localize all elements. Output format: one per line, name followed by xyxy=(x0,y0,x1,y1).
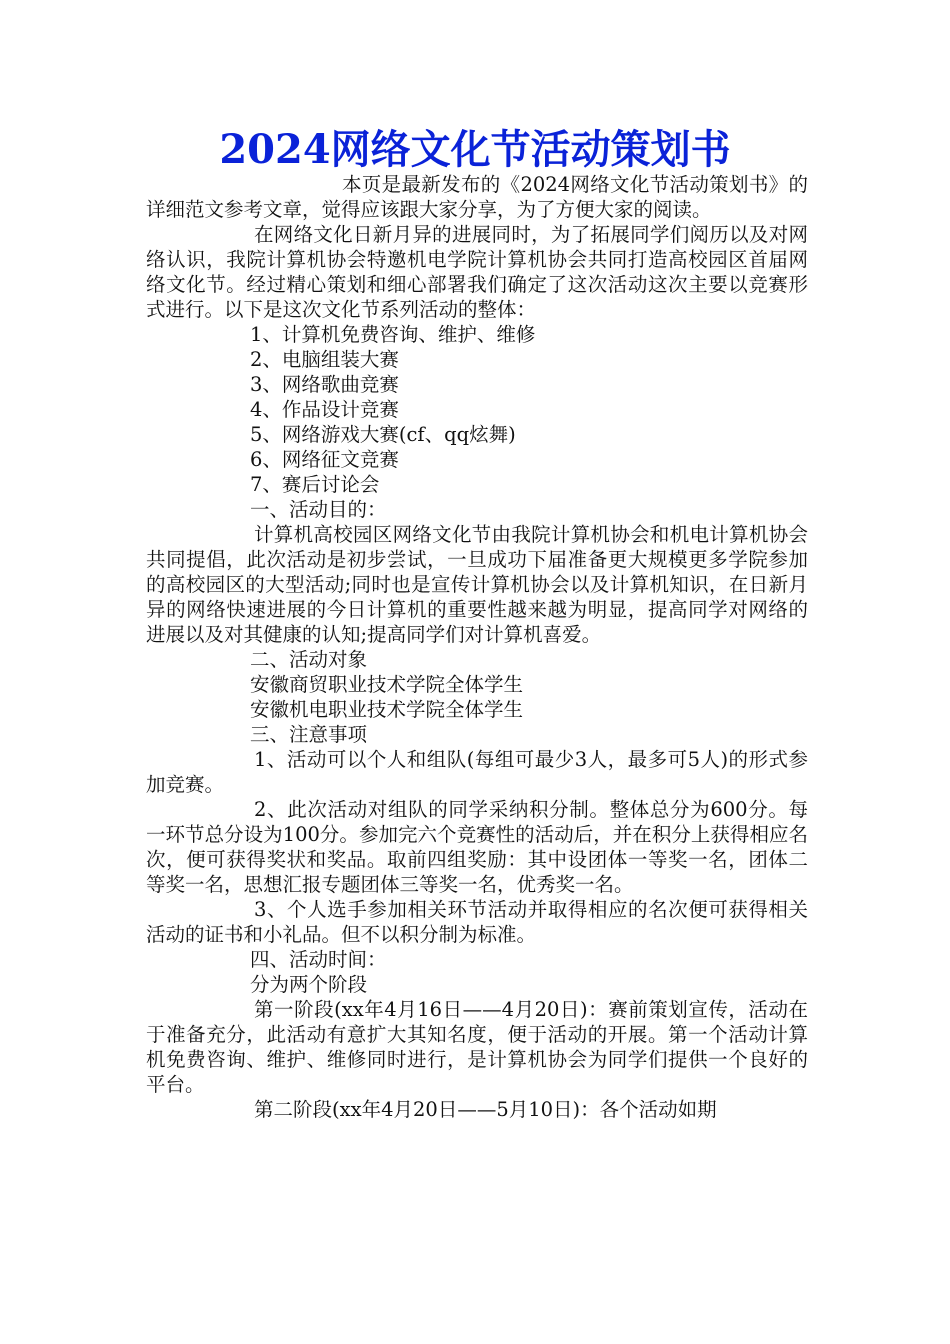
notes-item: 3、个人选手参加相关环节活动并取得相应的名次便可获得相关活动的证书和小礼品。但不以积分制为标准。 xyxy=(146,898,808,946)
activity-list-item: 7、赛后讨论会 xyxy=(250,473,380,496)
audience-item: 安徽商贸职业技术学院全体学生 xyxy=(250,673,524,696)
notes-item: 1、活动可以个人和组队(每组可最少3人，最多可5人)的形式参加竞赛。 xyxy=(146,748,808,796)
section-heading-purpose: 一、活动目的： xyxy=(250,498,387,521)
intro-paragraph: 本页是最新发布的《2024网络文化节活动策划书》的详细范文参考文章，觉得应该跟大家分享，为了方便大家的阅读。 xyxy=(146,173,808,221)
activity-list-item: 1、计算机免费咨询、维护、维修 xyxy=(250,323,536,346)
activity-list-item: 4、作品设计竞赛 xyxy=(250,398,399,421)
activity-list-item: 3、网络歌曲竞赛 xyxy=(250,373,399,396)
section-heading-time: 四、活动时间： xyxy=(250,948,387,971)
activity-list-item: 2、电脑组装大赛 xyxy=(250,348,399,371)
document-title: 2024网络文化节活动策划书 xyxy=(219,126,731,173)
stage-one-paragraph: 第一阶段(xx年4月16日——4月20日)：赛前策划宣传，活动在于准备充分，此活动有意扩大其知名度，便于活动的开展。第一个活动计算机免费咨询、维护、维修同时进行，是计算机协会为同学们提供一个良好的平台。 xyxy=(146,998,808,1096)
purpose-paragraph: 计算机高校园区网络文化节由我院计算机协会和机电计算机协会共同提倡，此次活动是初步尝试，一旦成功下届准备更大规模更多学院参加的高校园区的大型活动;同时也是宣传计算机协会以及计算机知识，在日新月异的网络快速进展的今日计算机的重要性越来越为明显，提高同学对网络的进展以及对其健康的认知;提高同学们对计算机喜爱。 xyxy=(146,523,808,646)
audience-item: 安徽机电职业技术学院全体学生 xyxy=(250,698,524,721)
time-intro: 分为两个阶段 xyxy=(250,973,368,996)
stage-two-paragraph: 第二阶段(xx年4月20日——5月10日)：各个活动如期 xyxy=(254,1098,717,1121)
activity-list-item: 5、网络游戏大赛(cf、qq炫舞) xyxy=(250,423,516,446)
document-body xyxy=(146,172,808,1122)
section-heading-notes: 三、注意事项 xyxy=(250,723,368,746)
background-paragraph: 在网络文化日新月异的进展同时，为了拓展同学们阅历以及对网络认识，我院计算机协会特邀机电学院计算机协会共同打造高校园区首届网络文化节。经过精心策划和细心部署我们确定了这次活动这次主要以竞赛形式进行。以下是这次文化节系列活动的整体： xyxy=(146,223,808,321)
notes-item: 2、此次活动对组队的同学采纳积分制。整体总分为600分。每一环节总分设为100分。参加完六个竞赛性的活动后，并在积分上获得相应名次，便可获得奖状和奖品。取前四组奖励：其中设团体一等奖一名，团体二等奖一名，思想汇报专题团体三等奖一名，优秀奖一名。 xyxy=(146,798,808,896)
activity-list-item: 6、网络征文竞赛 xyxy=(250,448,399,471)
section-heading-audience: 二、活动对象 xyxy=(250,648,368,671)
